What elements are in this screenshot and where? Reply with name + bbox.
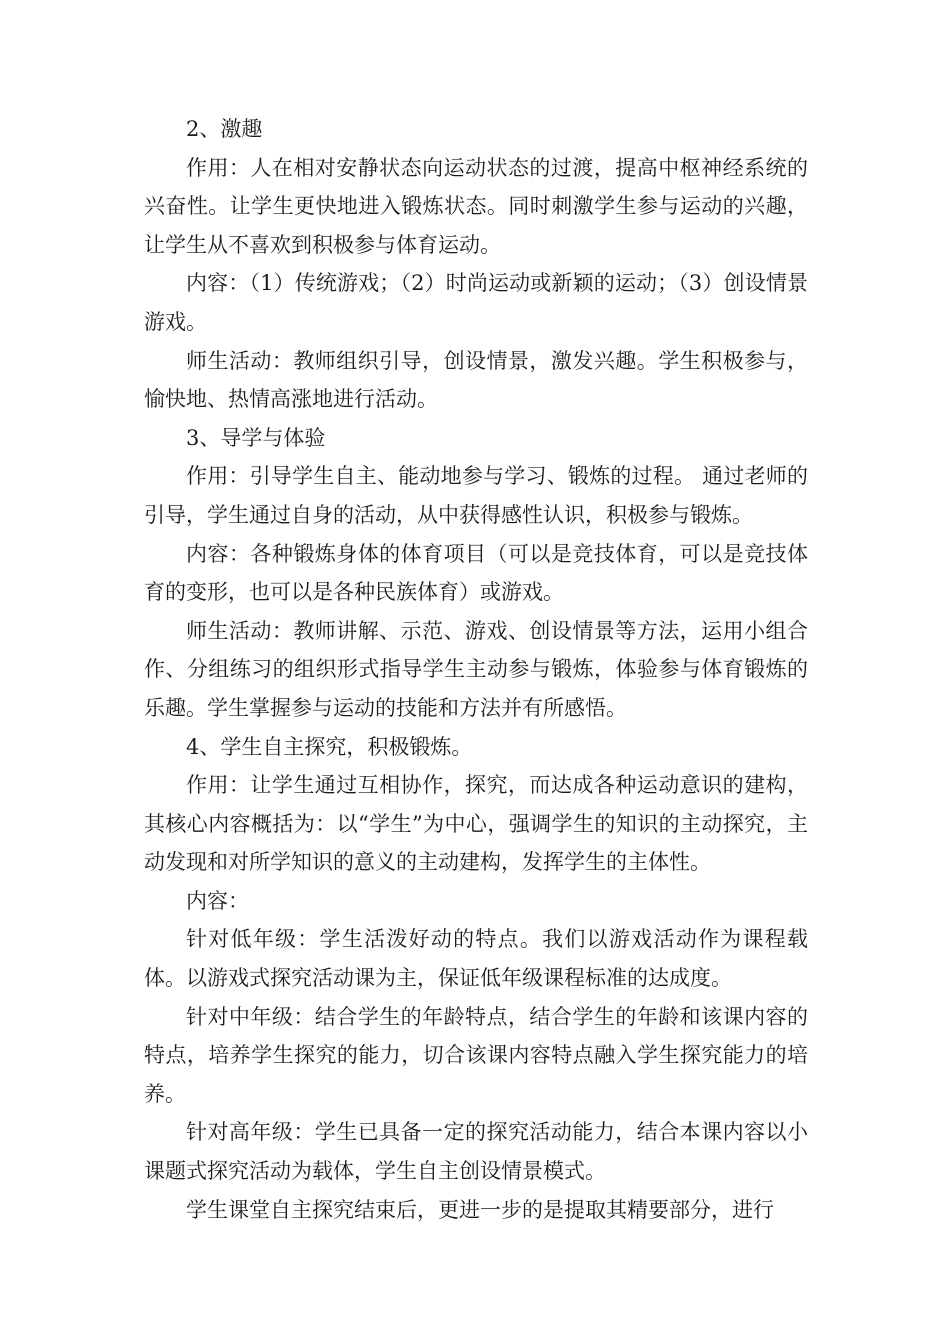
paragraph-after-inquiry: 学生课堂自主探究结束后，更进一步的是提取其精要部分，进行 xyxy=(186,1197,774,1222)
paragraph-content-3: 内容：各种锻炼身体的体育项目（可以是竞技体育，可以是竞技体育的变形，也可以是各种民族体育）或游戏。 xyxy=(144,541,808,605)
section-heading-2: 2、激趣 xyxy=(186,117,263,141)
paragraph-content-2: 内容：（1）传统游戏；（2）时尚运动或新颖的运动；（3）创设情景游戏。 xyxy=(144,271,808,334)
paragraph-effect-3: 作用：引导学生自主、能动地参与学习、锻炼的过程。 通过老师的引导，学生通过自身的活动，从中获得感性认识，积极参与锻炼。 xyxy=(144,464,808,527)
paragraph-effect-2: 作用：人在相对安静状态向运动状态的过渡，提高中枢神经系统的兴奋性。让学生更快地进入锻炼状态。同时刺激学生参与运动的兴趣，让学生从不喜欢到积极参与体育运动。 xyxy=(144,155,808,257)
paragraph-effect-4: 作用：让学生通过互相协作，探究，而达成各种运动意识的建构，其核心内容概括为：以“学生”为中心，强调学生的知识的主动探究，主动发现和对所学知识的意义的主动建构，发挥学生的主体性。 xyxy=(144,773,808,875)
paragraph-middle-grade: 针对中年级：结合学生的年龄特点，结合学生的年龄和该课内容的特点，培养学生探究的能力，切合该课内容特点融入学生探究能力的培养。 xyxy=(144,1004,808,1106)
paragraph-content-4-label: 内容： xyxy=(186,888,249,913)
section-heading-4: 4、学生自主探究，积极锻炼。 xyxy=(186,734,473,759)
document-body xyxy=(144,110,808,1229)
paragraph-upper-grade: 针对高年级：学生已具备一定的探究活动能力，结合本课内容以小课题式探究活动为载体，学生自主创设情景模式。 xyxy=(144,1120,808,1184)
paragraph-activity-3: 师生活动：教师讲解、示范、游戏、创设情景等方法，运用小组合作、分组练习的组织形式指导学生主动参与锻炼，体验参与体育锻炼的乐趣。学生掌握参与运动的技能和方法并有所感悟。 xyxy=(144,618,808,720)
paragraph-lower-grade: 针对低年级：学生活泼好动的特点。我们以游戏活动作为课程载体。以游戏式探究活动课为主，保证低年级课程标准的达成度。 xyxy=(144,927,808,991)
section-heading-3: 3、导学与体验 xyxy=(186,425,326,450)
paragraph-activity-2: 师生活动：教师组织引导，创设情景，激发兴趣。学生积极参与，愉快地、热情高涨地进行活动。 xyxy=(144,348,808,412)
